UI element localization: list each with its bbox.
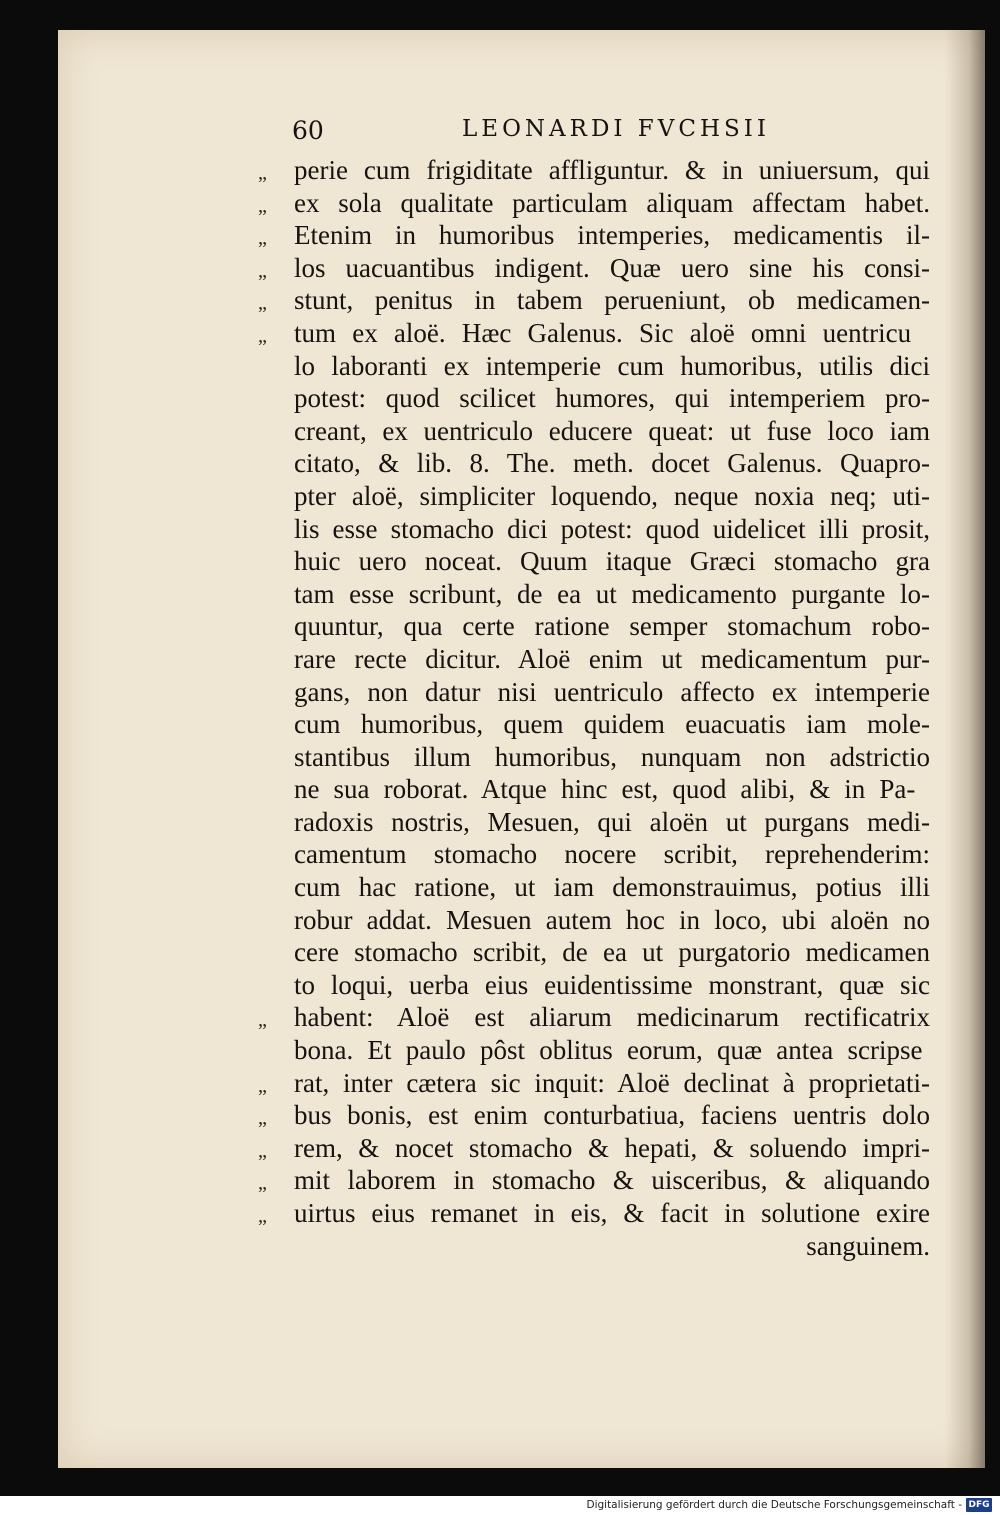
line-text: ne sua roborat. Atque hinc est, quod alibi, & in Pa- <box>294 774 916 805</box>
text-line <box>258 643 938 676</box>
text-line <box>258 1067 938 1100</box>
text-line <box>258 545 938 578</box>
text-line <box>258 708 938 741</box>
line-text: stantibus illum humoribus, nunquam non adstrictio <box>294 741 930 772</box>
line-text: sanguinem. <box>806 1230 930 1261</box>
line-text: to loqui, uerba eius euidentissime monstrant, quæ sic <box>294 969 930 1000</box>
line-text: los uacuantibus indigent. Quæ uero sine his consi- <box>294 252 930 283</box>
line-text: pter aloë, simpliciter loquendo, neque noxia neq; uti- <box>294 480 930 511</box>
text-block <box>258 154 938 1262</box>
page-header <box>292 116 932 152</box>
quotation-mark: „ <box>258 292 267 315</box>
line-text: rat, inter cætera sic inquit: Aloë declinat à proprietati- <box>294 1067 930 1098</box>
line-text: robur addat. Mesuen autem hoc in loco, ubi aloën no <box>294 904 930 935</box>
running-head: LEONARDI FVCHSII <box>462 116 770 142</box>
quotation-mark: „ <box>258 162 267 184</box>
text-line <box>258 317 938 350</box>
line-text: quuntur, qua certe ratione semper stomachum robo- <box>294 611 930 642</box>
text-line <box>258 936 938 969</box>
text-line <box>258 741 938 774</box>
line-text: radoxis nostris, Mesuen, qui aloën ut purgans medi- <box>294 806 930 837</box>
line-text: huic uero noceat. Quum itaque Græci stomacho gra <box>294 546 930 577</box>
page-number: 60 <box>292 116 324 145</box>
text-line <box>258 610 938 643</box>
line-text: citato, & lib. 8. The. meth. docet Galenus. Quapro- <box>294 448 930 479</box>
text-line <box>258 284 938 317</box>
text-line <box>258 513 938 546</box>
quotation-mark: „ <box>258 1074 267 1097</box>
quotation-mark: „ <box>258 1139 267 1162</box>
footer-credit: Digitalisierung gefördert durch die Deutsche Forschungsgemeinschaft - <box>586 1499 962 1511</box>
text-line <box>258 871 938 904</box>
line-text: ex sola qualitate particulam aliquam affectam habet. <box>294 187 930 218</box>
line-text: potest: quod scilicet humores, qui intemperiem pro- <box>294 383 930 414</box>
quotation-mark: „ <box>258 227 267 250</box>
line-text: lo laboranti ex intemperie cum humoribus, utilis dici <box>294 350 930 381</box>
text-line <box>258 252 938 285</box>
quotation-mark: „ <box>258 259 267 282</box>
quotation-mark: „ <box>258 1009 267 1032</box>
text-line <box>258 382 938 415</box>
quotation-mark: „ <box>258 194 267 217</box>
text-line <box>258 1099 938 1132</box>
text-line <box>258 447 938 480</box>
line-text: uirtus eius remanet in eis, & facit in solutione exire <box>294 1198 930 1228</box>
text-line <box>258 904 938 937</box>
text-line <box>258 838 938 871</box>
text-line <box>258 969 938 1002</box>
text-line <box>258 187 938 220</box>
line-text: cere stomacho scribit, de ea ut purgatorio medicamen <box>294 937 930 968</box>
text-line <box>258 480 938 513</box>
text-line <box>258 1001 938 1034</box>
quotation-mark: „ <box>258 1107 267 1130</box>
text-line <box>258 154 938 187</box>
line-text: tum ex aloë. Hæc Galenus. Sic aloë omni uentricu <box>294 317 912 348</box>
line-text: camentum stomacho nocere scribit, reprehenderim: <box>294 839 930 870</box>
text-line <box>258 773 938 806</box>
text-line <box>258 1197 938 1230</box>
text-line <box>258 676 938 709</box>
text-line <box>258 806 938 839</box>
text-line <box>258 415 938 448</box>
text-line <box>258 1230 938 1263</box>
line-text: mit laborem in stomacho & uisceribus, & aliquando <box>294 1165 930 1196</box>
quotation-mark: „ <box>258 1172 267 1195</box>
line-text: bus bonis, est enim conturbatiua, faciens uentris dolo <box>294 1100 930 1131</box>
text-line <box>258 219 938 252</box>
line-text: cum hac ratione, ut iam demonstrauimus, potius illi <box>294 872 930 903</box>
dfg-logo[interactable]: DFG <box>966 1498 992 1512</box>
line-text: habent: Aloë est aliarum medicinarum rectificatrix <box>294 1002 930 1033</box>
text-line <box>258 1132 938 1165</box>
line-text: bona. Et paulo pôst oblitus eorum, quæ antea scripse <box>294 1035 923 1066</box>
line-text: tam esse scribunt, de ea ut medicamento purgante lo- <box>294 578 930 609</box>
line-text: cum humoribus, quem quidem euacuatis iam mole- <box>294 709 930 740</box>
page-spine-shadow <box>945 30 985 1468</box>
line-text: rem, & nocet stomacho & hepati, & soluendo impri- <box>294 1132 930 1163</box>
line-text: stunt, penitus in tabem perueniunt, ob medicamen- <box>294 285 930 316</box>
text-line <box>258 1164 938 1197</box>
quotation-mark: „ <box>258 1205 267 1227</box>
footer-bar <box>0 1496 1000 1515</box>
line-text: lis esse stomacho dici potest: quod uidelicet illi prosit, <box>294 513 930 544</box>
line-text: Etenim in humoribus intemperies, medicamentis il- <box>294 220 930 251</box>
text-line <box>258 1034 938 1067</box>
quotation-mark: „ <box>258 324 267 347</box>
text-line <box>258 350 938 383</box>
line-text: perie cum frigiditate affliguntur. & in uniuersum, qui <box>294 155 930 185</box>
text-line <box>258 578 938 611</box>
line-text: creant, ex uentriculo educere queat: ut fuse loco iam <box>294 415 930 446</box>
line-text: rare recte dicitur. Aloë enim ut medicamentum pur- <box>294 643 930 674</box>
line-text: gans, non datur nisi uentriculo affecto ex intemperie <box>294 676 930 707</box>
